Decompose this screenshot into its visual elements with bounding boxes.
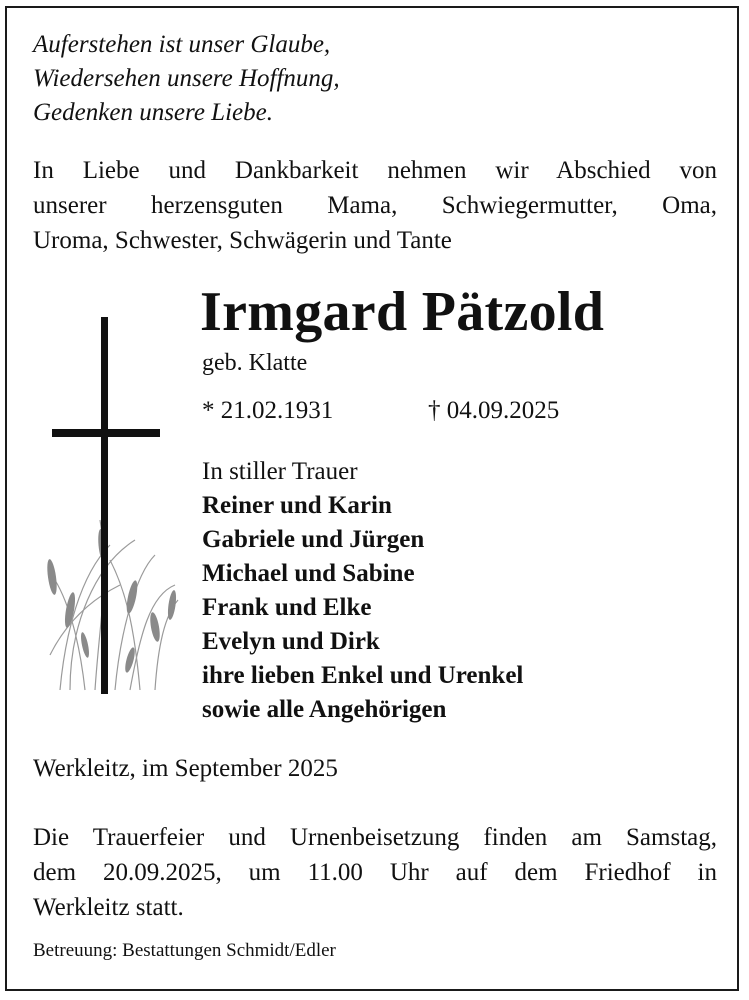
place-and-date: Werkleitz, im September 2025: [33, 755, 338, 782]
birth-name: geb. Klatte: [202, 350, 308, 376]
ceremony-line: Die Trauerfeier und Urnenbeisetzung finden am Samstag,: [33, 824, 717, 851]
mourners-list: [202, 455, 523, 727]
cross-horizontal-beam: [52, 429, 160, 437]
mourner-name: Evelyn und Dirk: [202, 628, 380, 655]
motto-line: Gedenken unsere Liebe.: [33, 99, 273, 126]
death-date: † 04.09.2025: [428, 397, 560, 424]
intro-line: Uroma, Schwester, Schwägerin und Tante: [33, 227, 452, 254]
intro-line: In Liebe und Dankbarkeit nehmen wir Abschied von: [33, 157, 717, 184]
motto-line: Auferstehen ist unser Glaube,: [33, 31, 331, 58]
ceremony-line: Werkleitz statt.: [33, 894, 184, 921]
cross-icon: [40, 315, 190, 700]
ceremony-line: dem 20.09.2025, um 11.00 Uhr auf dem Friedhof in: [33, 859, 717, 886]
mourner-name: Gabriele und Jürgen: [202, 526, 425, 553]
cross-vertical-beam: [101, 317, 108, 694]
intro-line: unserer herzensguten Mama, Schwiegermutter, Oma,: [33, 192, 717, 219]
mourner-name: ihre lieben Enkel und Urenkel: [202, 662, 524, 689]
intro-paragraph: [33, 153, 717, 258]
ceremony-notice: [33, 820, 717, 925]
motto-verse: [33, 28, 340, 130]
deceased-name: Irmgard Pätzold: [200, 281, 605, 343]
mourner-name: Reiner und Karin: [202, 492, 392, 519]
mourning-lead: In stiller Trauer: [202, 458, 358, 485]
mourner-name: Frank und Elke: [202, 594, 372, 621]
mourner-name: Michael und Sabine: [202, 560, 415, 587]
birth-date: * 21.02.1931: [202, 397, 334, 424]
mourner-name: sowie alle Angehörigen: [202, 696, 447, 723]
funeral-home-credit: Betreuung: Bestattungen Schmidt/Edler: [33, 940, 336, 961]
motto-line: Wiedersehen unsere Hoffnung,: [33, 65, 340, 92]
